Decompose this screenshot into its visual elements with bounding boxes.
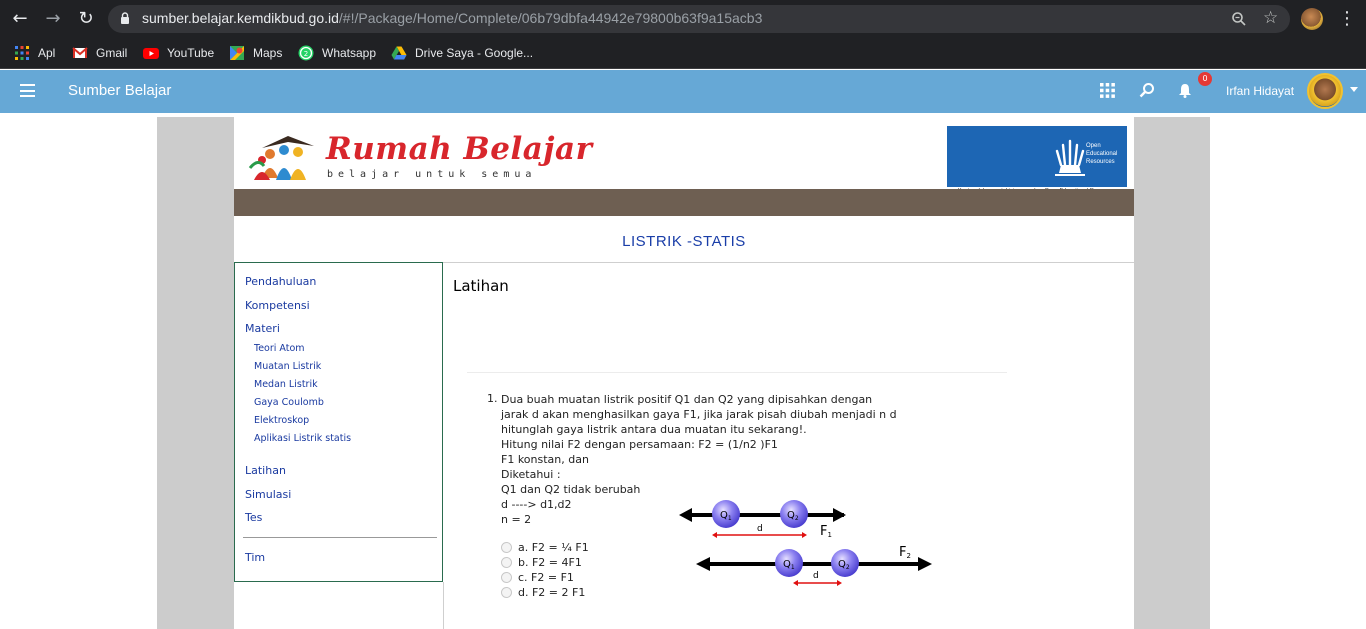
notification-bell-icon[interactable] (1178, 83, 1192, 98)
lesson-sidebar (234, 262, 443, 582)
sidebar-item-materi[interactable]: Materi (245, 322, 280, 335)
question-line: Dua buah muatan listrik positif Q1 dan Q2 yang dipisahkan dengan (501, 393, 873, 406)
search-icon[interactable] (1139, 82, 1155, 98)
bookmark-star-icon[interactable]: ☆ (1263, 8, 1279, 28)
content-rule (467, 372, 1007, 373)
apps-grid-icon[interactable] (1100, 83, 1115, 98)
bookmark-label: Maps (253, 46, 283, 60)
logo-title: Rumah Belajar (326, 131, 593, 167)
maps-icon (229, 45, 245, 61)
question-line: n = 2 (501, 513, 532, 526)
menu-hamburger-icon[interactable] (20, 84, 35, 97)
browser-toolbar (0, 0, 1366, 38)
sidebar-item-simulasi[interactable]: Simulasi (245, 488, 292, 501)
zoom-icon[interactable] (1231, 11, 1247, 27)
forward-icon[interactable]: → (45, 8, 61, 29)
url-host: sumber.belajar.kemdikbud.go.id (142, 10, 339, 26)
f2-label: F2 (899, 545, 911, 560)
user-name[interactable]: Irfan Hidayat (1226, 84, 1295, 98)
answer-option-c[interactable] (501, 571, 574, 584)
q2-label: $Q_2$ (787, 510, 799, 522)
logo-subtitle: belajar untuk semua (327, 169, 537, 180)
lesson-header (234, 117, 1134, 189)
q1-label: $Q_1$ (720, 510, 732, 522)
arrow-head-left (679, 508, 692, 522)
sidebar-item-kompetensi[interactable]: Kompetensi (245, 299, 310, 312)
sidebar-subitem-teori-atom[interactable]: Teori Atom (254, 343, 305, 354)
app-header (0, 70, 1366, 113)
user-menu-caret-icon[interactable] (1350, 87, 1358, 92)
q2-label: $Q_2$ (838, 559, 850, 571)
sidebar-border (443, 582, 444, 629)
answer-option-b[interactable] (501, 556, 582, 569)
bookmark-label: Whatsapp (322, 46, 377, 60)
bookmark-gmail[interactable] (72, 43, 127, 63)
bookmark-whatsapp[interactable] (298, 43, 376, 63)
rumah-belajar-logo-icon (248, 128, 328, 184)
lock-icon (120, 12, 130, 24)
address-bar[interactable] (108, 5, 1290, 33)
content-heading: Latihan (453, 277, 509, 295)
option-label: b. F2 = 4F1 (518, 556, 582, 569)
sidebar-item-tim[interactable]: Tim (245, 551, 266, 564)
f1-label: F1 (820, 524, 832, 539)
sidebar-item-pendahuluan[interactable]: Pendahuluan (245, 275, 317, 288)
sidebar-subitem-elektroskop[interactable]: Elektroskop (254, 415, 310, 426)
oer-badge (947, 126, 1127, 187)
question-line: F1 konstan, dan (501, 453, 589, 466)
divider (443, 262, 1134, 263)
reload-icon[interactable]: ↻ (78, 8, 94, 29)
bookmark-drive[interactable] (391, 43, 533, 63)
sidebar-item-tes[interactable]: Tes (245, 511, 263, 524)
sidebar-item-latihan[interactable]: Latihan (245, 464, 286, 477)
url-text (142, 10, 762, 26)
drive-icon (391, 45, 407, 61)
bookmark-maps[interactable] (229, 43, 282, 63)
bookmarks-bar (0, 38, 1366, 69)
lesson-page (234, 117, 1134, 629)
radio-button[interactable] (501, 557, 512, 568)
svg-text:2: 2 (303, 50, 309, 58)
question-line: jarak d akan menghasilkan gaya F1, jika jarak pisah diubah menjadi n d (501, 408, 897, 421)
question-line: Hitung nilai F2 dengan persamaan: F2 = (1/n2 )F1 (501, 438, 778, 451)
profile-avatar-icon[interactable] (1301, 8, 1323, 30)
page-title: LISTRIK -STATIS (622, 233, 746, 250)
notification-badge: 0 (1198, 72, 1212, 86)
bookmark-youtube[interactable] (143, 43, 214, 63)
question-line: d ----> d1,d2 (501, 498, 572, 511)
app-title: Sumber Belajar (68, 82, 172, 99)
bookmark-label: Drive Saya - Google... (415, 46, 534, 60)
arrow-head-right (833, 508, 846, 522)
distance-label-2: d (813, 571, 819, 581)
bookmark-apl[interactable] (14, 43, 55, 63)
oer-hand-icon (1051, 129, 1089, 179)
youtube-icon (143, 45, 159, 61)
distance-label-1: d (757, 524, 763, 534)
sidebar-divider (243, 537, 437, 538)
apps-grid-icon (14, 45, 30, 61)
sidebar-subitem-medan-listrik[interactable]: Medan Listrik (254, 379, 318, 390)
coulomb-diagram (674, 492, 944, 592)
bookmark-label: Gmail (96, 46, 128, 60)
question-line: hitunglah gaya listrik antara dua muatan itu sekarang!. (501, 423, 807, 436)
option-label: c. F2 = F1 (518, 571, 574, 584)
option-label: d. F2 = 2 F1 (518, 586, 586, 599)
sidebar-subitem-muatan-listrik[interactable]: Muatan Listrik (254, 361, 322, 372)
question-number: 1. (487, 392, 498, 405)
radio-button[interactable] (501, 572, 512, 583)
answer-option-d[interactable] (501, 586, 585, 599)
back-icon[interactable]: ← (12, 8, 28, 29)
oer-label: Open Educational Resources (1086, 143, 1118, 165)
answer-option-a[interactable] (501, 541, 589, 554)
chrome-menu-icon[interactable]: ⋮ (1338, 8, 1356, 29)
url-path: /#!/Package/Home/Complete/06b79dbfa44942e79800b63f9a15acb3 (338, 10, 763, 26)
radio-button[interactable] (501, 587, 512, 598)
bookmark-label: Apl (38, 46, 56, 60)
radio-button[interactable] (501, 542, 512, 553)
user-avatar[interactable] (1307, 73, 1343, 109)
sidebar-subitem-aplikasi-listrik-statis[interactable]: Aplikasi Listrik statis (254, 433, 352, 444)
question-line: Diketahui : (501, 468, 561, 481)
question-line: Q1 dan Q2 tidak berubah (501, 483, 641, 496)
q1-label: $Q_1$ (783, 559, 795, 571)
bookmark-label: YouTube (167, 46, 215, 60)
option-label: a. F2 = ¼ F1 (518, 541, 589, 554)
gmail-icon (72, 45, 88, 61)
header-band (234, 189, 1134, 216)
whatsapp-icon (298, 45, 314, 61)
sidebar-subitem-gaya-coulomb[interactable]: Gaya Coulomb (254, 397, 324, 408)
